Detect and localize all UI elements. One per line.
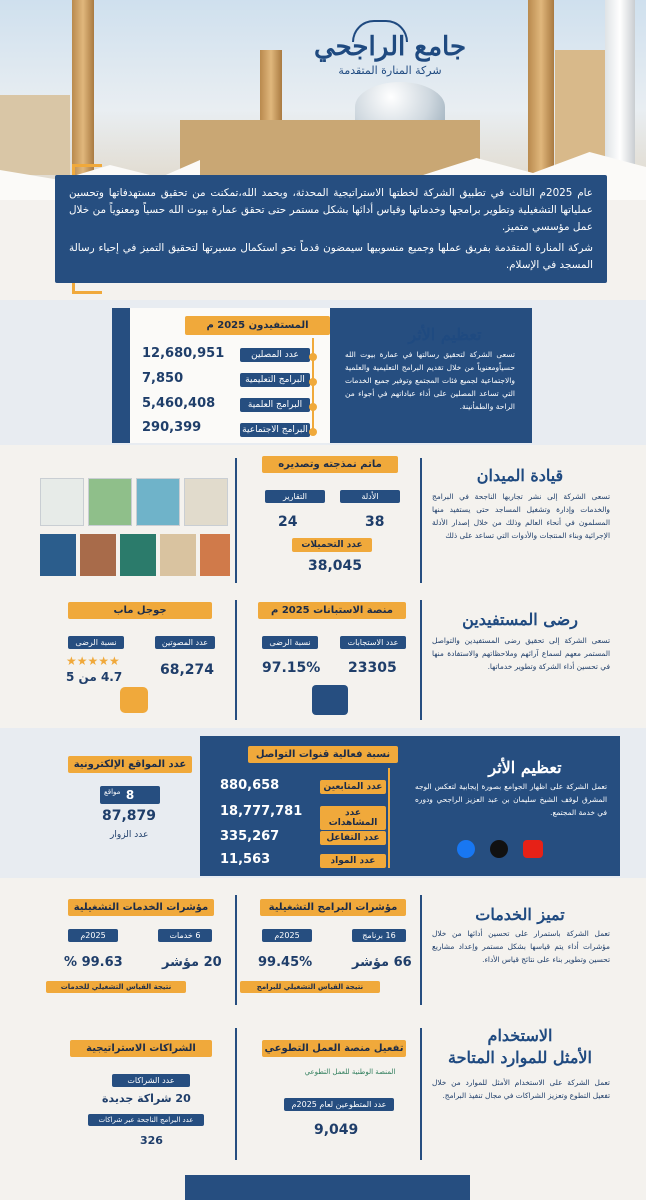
channels-title: نسبة فعالية قنوات التواصل: [248, 746, 398, 763]
programs-via-partnerships-value: 326: [140, 1134, 163, 1147]
volunteers-label: عدد المتطوعين لعام 2025م: [284, 1098, 394, 1111]
divider-right: [420, 895, 422, 1005]
publication-cover: [120, 534, 156, 576]
logo-name: جامع الراجحي: [313, 32, 467, 62]
followers-label: عدد المتابعين: [320, 780, 386, 794]
publication-cover: [200, 534, 230, 576]
services-title: تميز الخدمات: [475, 905, 565, 924]
services-description: تعمل الشركة باستمرار على تحسين أدائها من خلال مؤشرات أداء يتم قياسها بشكل مستمر وإعداد مشاريع تحسين وتطوير بناء على نتائج قياس الأداء.: [432, 929, 610, 964]
survey-laptop-icon: [312, 685, 348, 715]
timeline-dot: [309, 403, 317, 411]
resources-description: تعمل الشركة على الاستخدام الأمثل للموارد من خلال تفعيل التطوع وتعزيز الشراكات في مجال تنفيذ البرامج.: [432, 1078, 610, 1100]
divider-right: [420, 600, 422, 720]
guides-value: 38: [365, 514, 385, 530]
websites-value: 8: [100, 786, 160, 804]
volunteers-value: 9,049: [314, 1122, 359, 1138]
maps-rate-value: 4.7 من 5: [66, 670, 123, 684]
followers-value: 880,658: [220, 778, 280, 793]
worshippers-value: 12,680,951: [142, 346, 225, 361]
social-timeline: [388, 768, 390, 868]
logo: [290, 18, 490, 80]
intro-paragraph-1: عام 2025م الثالث في تطبيق الشركة لخطتها الاستراتيجية المحدثة، وبحمد الله،تمكنت من تحقيق مستهدفاتها وتحسين عملياتها التشغيلية وتطوير برامجها وخدماتها وقياس أدائها بشكل مستمر حتى تحقق عمارة بيوت الله حسياً ومعنوياً من خلال عمل مؤسسي متميز.: [69, 187, 593, 233]
services-count-label: 6 خدمات: [158, 929, 212, 942]
services-result-label: نتيجة القياس التشغيلي للخدمات: [46, 981, 186, 993]
satisfaction-section: [0, 590, 646, 725]
views-value: 18,777,781: [220, 804, 303, 819]
city-building-left: [0, 95, 70, 175]
resources-title-line2: الأمثل للموارد المتاحة: [448, 1048, 592, 1067]
field-description: تسعى الشركة إلى نشر تجاربها الناجحة في البرامج والخدمات وإدارة وتشغيل المساجد حتى يستفيد منها المسلمون في أنحاء العالم وذلك من خلال إصدار الأدلة الإجرائية وبناء المنتجات والأدوات التي تساعد على ذلك: [432, 492, 610, 540]
voters-label: عدد المصوتين: [155, 636, 215, 649]
volunteer-title: تفعيل منصة العمل التطوعي: [262, 1040, 406, 1057]
publication-cover: [40, 478, 84, 526]
satisfaction-title: رضى المستفيدين: [462, 610, 578, 629]
reports-value: 24: [278, 514, 298, 530]
publications-gallery: [40, 470, 230, 580]
educational-programs-value: 7,850: [142, 371, 184, 386]
websites-title: عدد المواقع الإلكترونية: [68, 756, 192, 773]
interaction-value: 335,267: [220, 829, 280, 844]
visitors-label: عدد الزوار: [110, 830, 149, 840]
services-section: [0, 885, 646, 1010]
footer-bar: [185, 1175, 470, 1200]
intro-box: [55, 175, 607, 283]
field-section: [0, 448, 646, 588]
facebook-icon[interactable]: [457, 840, 475, 858]
social-description: تعمل الشركة على اظهار الجوامع بصورة إيجابية لتعكس الوجه المشرق لوقف الشيخ سليمان بن عبد العزيز الراجحي ودوره في خدمة المجتمع.: [415, 782, 607, 817]
responses-value: 23305: [348, 660, 397, 676]
rating-stars-icon: ★★★★★: [66, 654, 120, 668]
publication-cover: [80, 534, 116, 576]
reports-label: التقارير: [265, 490, 325, 503]
maps-rate-label: نسبة الرضى: [68, 636, 124, 649]
scientific-programs-value: 5,460,408: [142, 396, 216, 411]
materials-value: 11,563: [220, 852, 271, 867]
x-icon[interactable]: [490, 840, 508, 858]
minaret-left: [72, 0, 94, 185]
visitors-value: 87,879: [102, 808, 157, 824]
websites-unit: مواقع: [104, 788, 121, 796]
impact-title: تعظيم الأثر: [408, 325, 482, 344]
partnerships-label: عدد الشراكات: [112, 1074, 190, 1087]
interaction-label: عدد التفاعل: [320, 831, 386, 845]
satisfaction-description: تسعى الشركة إلى تحقيق رضى المستفيدين والتواصل المستمر معهم لسماع آرائهم وملاحظاتهم والاستفادة منها في تحسين أداء الشركة وتطوير خدماتها.: [432, 636, 610, 671]
divider-right: [420, 458, 422, 583]
divider-left: [235, 895, 237, 1005]
programs-year-label: 2025م: [262, 929, 312, 942]
field-title: قيادة الميدان: [476, 466, 564, 485]
logo-subtitle: شركة المنارة المتقدمة: [338, 64, 442, 77]
publication-cover: [88, 478, 132, 526]
scientific-programs-label: البرامج العلمية: [240, 398, 310, 412]
services-indicators-title: مؤشرات الخدمات التشغيلية: [68, 899, 214, 916]
services-indicators-value: 20 مؤشر: [162, 955, 222, 970]
logo-arch-icon: [352, 20, 408, 42]
minaret-right: [528, 0, 554, 180]
divider-left: [235, 458, 237, 583]
publication-cover: [184, 478, 228, 526]
resources-title-line1: الاستخدام: [487, 1026, 553, 1045]
programs-percent-value: 99.45%: [258, 955, 313, 970]
programs-via-partnerships-label: عدد البرامج الناجحة عبر شراكات: [88, 1114, 204, 1126]
social-section: [0, 728, 646, 878]
social-programs-label: البرامج الاجتماعية: [240, 423, 310, 437]
timeline-dot: [309, 428, 317, 436]
partnerships-value: 20 شراكة جديدة: [102, 1092, 191, 1105]
volunteer-logo: المنصة الوطنية للعمل التطوعي: [304, 1068, 396, 1076]
survey-title: منصة الاستبانات 2025 م: [258, 602, 406, 619]
responses-label: عدد الاستجابات: [340, 636, 406, 649]
publication-cover: [40, 534, 76, 576]
social-title: تعظيم الأثر: [488, 758, 562, 777]
downloads-label: عدد التحميلات: [292, 538, 372, 552]
voters-value: 68,274: [160, 662, 215, 678]
resources-section: [0, 1018, 646, 1168]
impact-section: [0, 300, 646, 445]
downloads-value: 38,045: [308, 558, 363, 574]
services-year-label: 2025م: [68, 929, 118, 942]
guides-label: الأدلة: [340, 490, 400, 503]
youtube-icon[interactable]: [523, 840, 543, 858]
maps-title: جوجل ماب: [68, 602, 212, 619]
survey-rate-label: نسبة الرضى: [262, 636, 318, 649]
programs-result-label: نتيجة القياس التشغيلي للبرامج: [240, 981, 380, 993]
views-label: عدد المشاهدات: [320, 806, 386, 830]
impact-description: تسعى الشركة لتحقيق رسالتها في عمارة بيوت الله حسياًومعنوياً من خلال تقديم البرامج التعليمية والعلمية والاجتماعية لجميع فئات المجتمع وتوفير جميع الخدمات التي تساعد المصلين على أداء عباداتهم في أجواء من الراحة والطمأنينة.: [345, 350, 515, 411]
programs-indicators-value: 66 مؤشر: [352, 955, 412, 970]
social-programs-value: 290,399: [142, 420, 202, 435]
educational-programs-label: البرامج التعليمية: [240, 373, 310, 387]
timeline-dot: [309, 378, 317, 386]
timeline-dot: [309, 353, 317, 361]
intro-paragraph-2: شركة المنارة المتقدمة بفريق عملها وجميع منسوبيها سيمضون قدماً نحو استكمال مسيرتها لتحقيق التميز في إحياء رسالة المسجد في الإسلام.: [69, 242, 593, 271]
services-percent-value: 99.63 %: [64, 955, 123, 970]
partnerships-title: الشراكات الاستراتيجية: [70, 1040, 212, 1057]
divider-left: [235, 600, 237, 720]
divider-right: [420, 1028, 422, 1160]
materials-label: عدد المواد: [320, 854, 386, 868]
modeled-title: ماتم نمذجته وتصديره: [262, 456, 398, 473]
divider-left: [235, 1028, 237, 1160]
beneficiaries-title: المستفيدون 2025 م: [185, 316, 330, 335]
google-maps-icon: [120, 687, 148, 713]
worshippers-label: عدد المصلين: [240, 348, 310, 362]
survey-rate-value: 97.15%: [262, 660, 321, 676]
publication-cover: [160, 534, 196, 576]
programs-count-label: 16 برنامج: [352, 929, 406, 942]
programs-indicators-title: مؤشرات البرامج التشغيلية: [260, 899, 406, 916]
publication-cover: [136, 478, 180, 526]
